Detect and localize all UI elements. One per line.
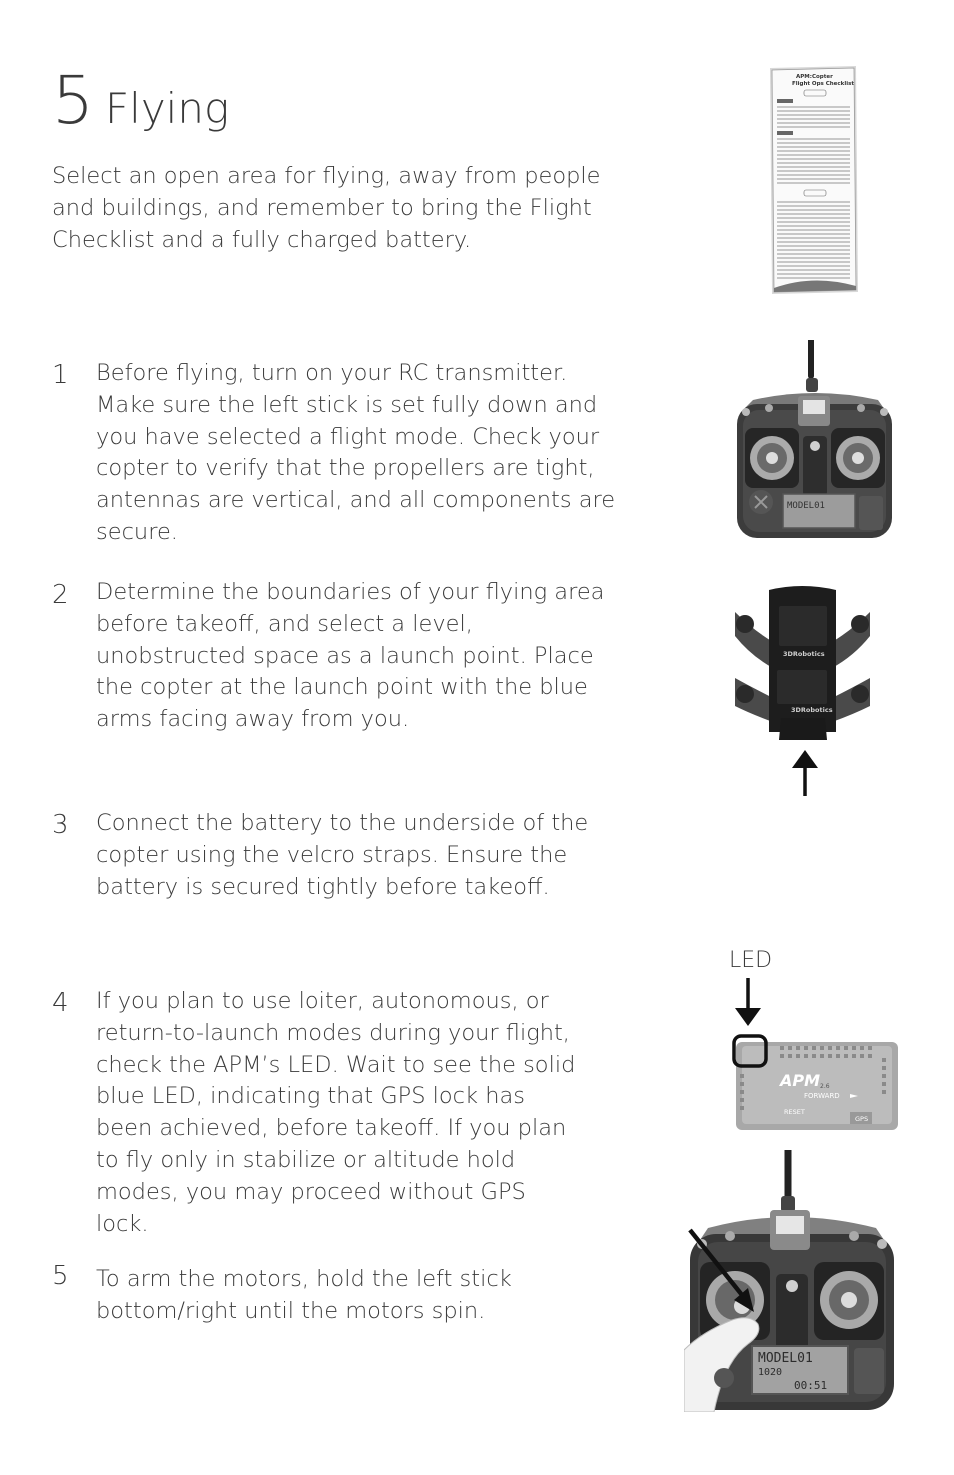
transmitter-large-screen-line2: 1020 — [758, 1367, 783, 1378]
page-title — [52, 62, 229, 139]
step-4-text: If you plan to use loiter, autonomous, or return-to-launch modes during your flight, check the APM’s LED. Wait to see the solid blue LED, indicating that GPS lock has been achieved, before takeoff. If you plan to fly only in stabilize or altitude hold modes, you may proceed without GPS lock. — [96, 988, 576, 1237]
step-2-number: 2 — [52, 580, 69, 610]
apm-forward-label: FORWARD — [804, 1092, 840, 1100]
led-label: LED — [729, 948, 773, 973]
rc-transmitter-arming-image — [684, 1150, 900, 1412]
flight-checklist-image — [768, 66, 858, 296]
copter-frame-image — [735, 582, 870, 802]
checklist-title-line1: APM:Copter — [796, 74, 833, 80]
transmitter-small-screen-text: MODEL01 — [787, 501, 825, 511]
step-1-text: Before flying, turn on your RC transmitter. Make sure the left stick is set fully down and you have selected a flight mode. Check your copter to verify that the propellers are tight, antennas are vertical, and all components are secure. — [96, 360, 616, 545]
rc-transmitter-image — [733, 340, 898, 542]
step-2-text: Determine the boundaries of your flying area before takeoff, and select a level, unobstructed space as a launch point. Place the copter at the launch point with the blue arms facing away from you. — [96, 579, 605, 733]
step-5-number: 5 — [52, 1261, 69, 1291]
step-3-number: 3 — [52, 810, 69, 840]
frame-brand-1: 3DRobotics — [783, 650, 825, 658]
intro-paragraph: Select an open area for flying, away from people and buildings, and remember to bring the Flight Checklist and a fully charged battery. — [52, 163, 601, 253]
apm-gps-label: GPS — [855, 1115, 869, 1123]
transmitter-large-screen-line3: 00:51 — [794, 1379, 828, 1392]
apm-version: 2.6 — [820, 1083, 830, 1090]
step-5-text: To arm the motors, hold the left stick bottom/right until the motors spin. — [96, 1266, 512, 1324]
apm-logo: APM — [780, 1071, 821, 1090]
step-4-number: 4 — [52, 988, 69, 1018]
apm-reset-label: RESET — [784, 1108, 805, 1116]
step-1-number: 1 — [52, 360, 69, 390]
transmitter-large-screen-line1: MODEL01 — [758, 1351, 813, 1366]
step-3-text: Connect the battery to the underside of the copter using the velcro straps. Ensure the battery is secured tightly before takeoff. — [96, 810, 589, 900]
apm-board-image — [722, 978, 902, 1133]
frame-brand-2: 3DRobotics — [791, 706, 833, 714]
checklist-title-line2: Flight Ops Checklist — [792, 81, 854, 87]
section-title: Flying — [105, 84, 230, 133]
section-number: 5 — [52, 62, 93, 139]
